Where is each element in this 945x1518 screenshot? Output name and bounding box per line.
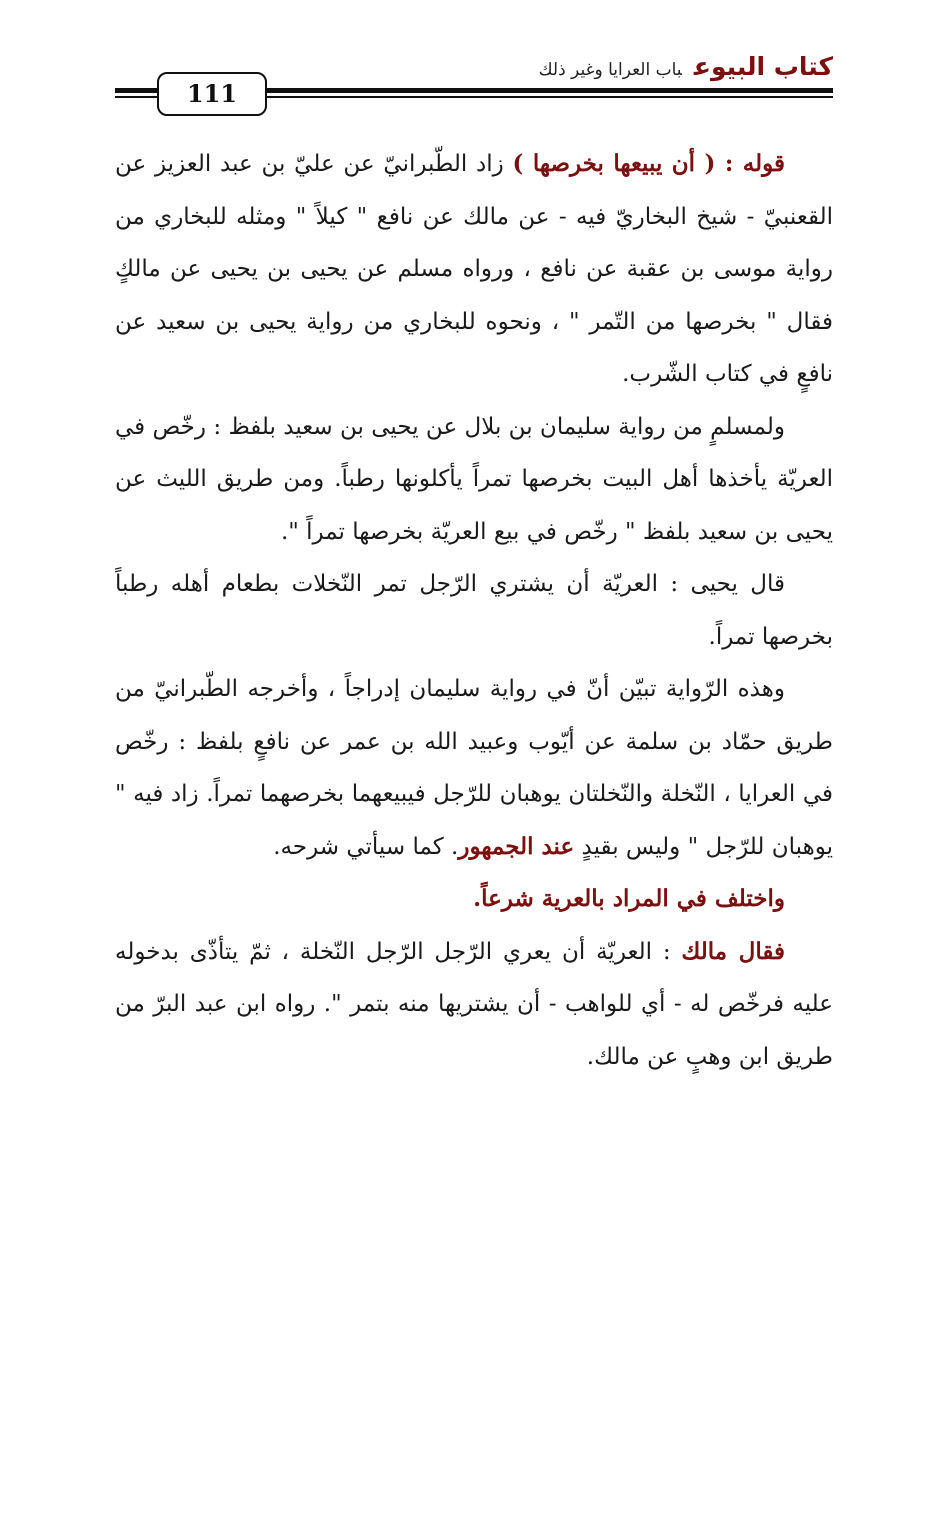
paragraph-text: زاد الطّبرانيّ عن عليّ بن عبد العزيز عن القعنبيّ - شيخ البخاريّ فيه - عن مالك عن نافع " كيلاً " ومثله للبخاري من رواية موسى بن عقبة عن نافع ، ورواه مسلم عن يحيى بن يحيى عن مالكٍ فقال " بخرصها من التّمر " ، ونحوه للبخاري من رواية يحيى بن سعيد عن نافعٍ في كتاب الشّرب. bbox=[115, 151, 833, 387]
page-number: 111 bbox=[157, 72, 267, 116]
paragraph-label: فقال مالك bbox=[681, 937, 785, 965]
page-body bbox=[115, 138, 833, 1083]
paragraph bbox=[115, 558, 833, 663]
page-header bbox=[115, 48, 833, 128]
section-heading-text: واختلف في المراد بالعرية شرعاً. bbox=[473, 885, 785, 912]
paragraph bbox=[115, 663, 833, 873]
paragraph bbox=[115, 401, 833, 559]
section-heading bbox=[115, 873, 833, 926]
book-title: كتاب البيوع bbox=[693, 52, 833, 81]
paragraph bbox=[115, 926, 833, 1084]
chapter-title: باب العرايا وغير ذلك bbox=[538, 60, 682, 80]
paragraph-text: ولمسلمٍ من رواية سليمان بن بلال عن يحيى بن سعيد بلفظ : رخّص في العريّة يأخذها أهل البيت بخرصها تمراً يأكلونها رطباً. ومن طريق الليث عن يحيى بن سعيد بلفظ " رخّص في بيع العريّة بخرصها تمراً ". bbox=[115, 413, 833, 545]
paragraph-text: : العريّة أن يعري الرّجل الرّجل النّخلة ، ثمّ يتأذّى بدخوله عليه فرخّص له - أي للواهب - أن يشتريها منه بتمر ". رواه ابن عبد البرّ من طريق ابن وهبٍ عن مالك. bbox=[115, 938, 833, 1070]
paragraph-text: قال يحيى : العريّة أن يشتري الرّجل تمر النّخلات بطعام أهله رطباً بخرصها تمراً. bbox=[115, 571, 833, 650]
paragraph-text: . كما سيأتي شرحه. bbox=[273, 833, 459, 860]
paragraph-label: قوله : ( أن يبيعها بخرصها ) bbox=[512, 150, 785, 177]
header-titles bbox=[539, 52, 833, 81]
paragraph-text: وهذه الرّواية تبيّن أنّ في رواية سليمان إدراجاً ، وأخرجه الطّبرانيّ من طريق حمّاد بن سلمة عن أيّوب وعبيد الله بن عمر عن نافعٍ بلفظ : رخّص في العرايا ، النّخلة والنّخلتان يوهبان للرّجل فيبيعهما بخرصهما تمراً. زاد فيه " يوهبان للرّجل " وليس بقيدٍ bbox=[115, 676, 833, 860]
paragraph bbox=[115, 138, 833, 401]
highlighted-phrase: عند الجمهور bbox=[458, 832, 575, 860]
